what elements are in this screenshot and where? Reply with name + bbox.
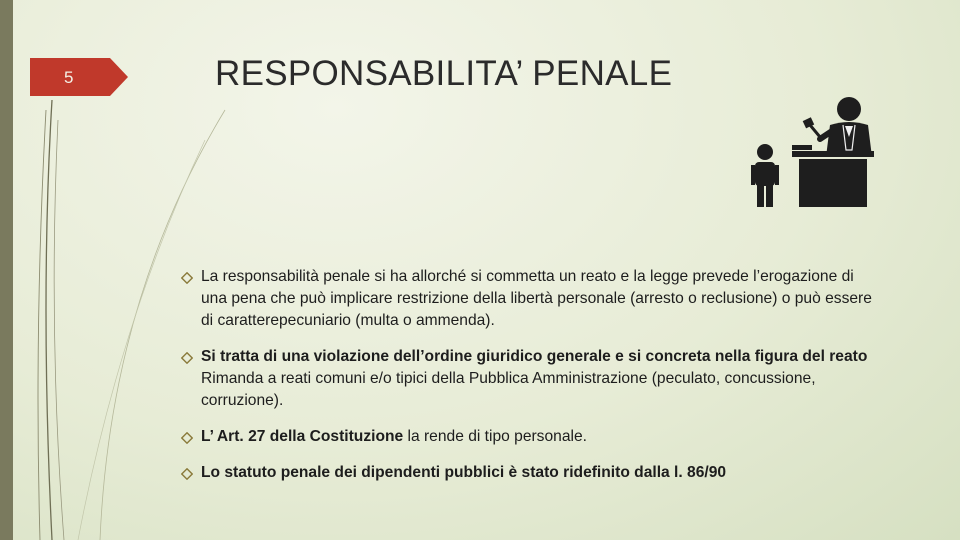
diamond-bullet-icon [181,432,193,444]
bullet-bold-text: L’ Art. 27 della Costituzione [201,428,404,445]
bullet-item [184,462,874,484]
bullet-text: la rende di tipo personale. [403,428,587,445]
bullet-list [184,266,874,498]
diamond-bullet-icon [181,272,193,284]
bullet-bold-text: Lo statuto penale dei dipendenti pubblici è stato ridefinito dalla l. 86/90 [201,464,727,481]
bullet-item [184,426,874,448]
bullet-text: Rimanda a reati comuni e/o tipici della Pubblica Amministrazione (peculato, concussione, corruzione). [201,370,816,409]
judge-gavel-icon [750,95,880,210]
bullet-item [184,346,874,412]
slide-number-tab [30,58,128,96]
bullet-item [184,266,874,332]
slide-title: RESPONSABILITA’ PENALE [215,54,673,93]
diamond-bullet-icon [181,352,193,364]
bullet-text: La responsabilità penale si ha allorché si commetta un reato e la legge prevede l’erogazione di una pena che può implicare restrizione della libertà personale (arresto o reclusione) o può essere di caratterepecuniario (multa o ammenda). [201,268,872,329]
bullet-bold-text: Si tratta di una violazione dell’ordine giuridico generale e si concreta nella figura del reato [201,348,868,365]
slide-number: 5 [64,68,74,87]
diamond-bullet-icon [181,468,193,480]
